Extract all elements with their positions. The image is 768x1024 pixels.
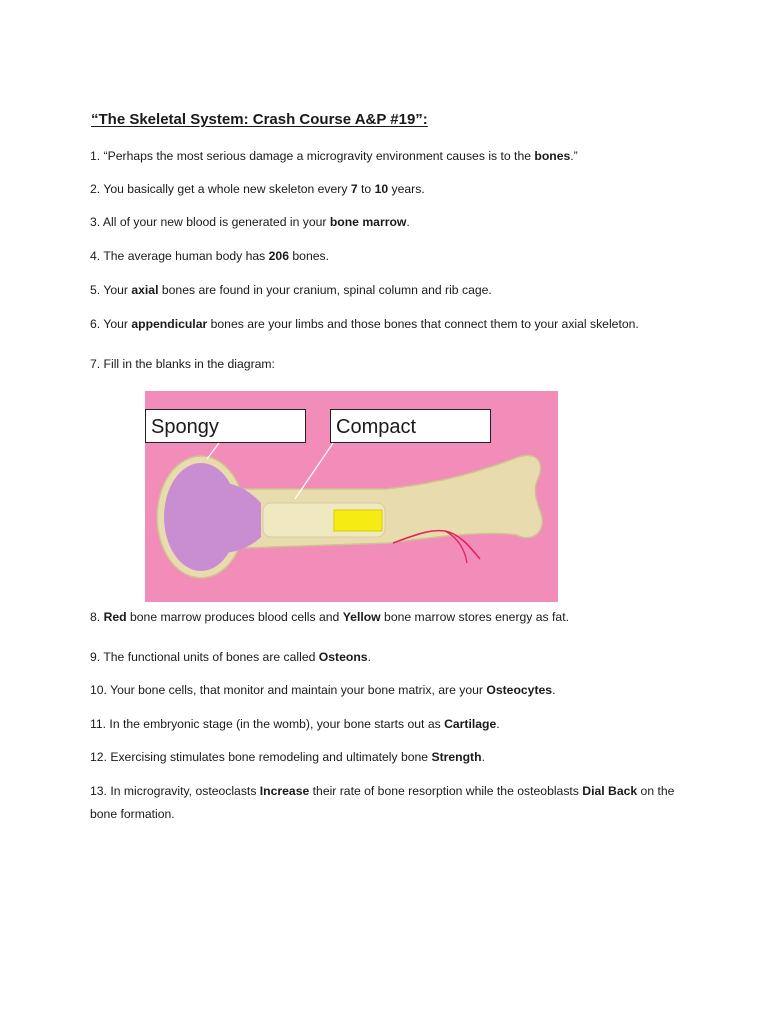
question-text: In microgravity, osteoclasts — [106, 784, 260, 798]
question-10 — [90, 679, 555, 702]
question-number: 13. — [90, 784, 107, 798]
answer-text: Yellow — [342, 610, 381, 624]
question-12 — [90, 746, 485, 769]
answer-text: Osteocytes — [486, 683, 553, 697]
answer-text: axial — [131, 283, 159, 297]
question-text: bones are your limbs and those bones that connect them to your axial skeleton. — [207, 317, 639, 331]
question-text: The functional units of bones are called — [100, 650, 319, 664]
answer-text: bone marrow — [329, 215, 407, 229]
question-text: . — [496, 717, 500, 731]
question-text: Your — [100, 317, 132, 331]
yellow-marrow — [334, 510, 382, 531]
question-number: 7. — [90, 357, 101, 371]
question-13 — [90, 780, 690, 826]
question-text: years. — [388, 182, 425, 196]
answer-text: appendicular — [131, 317, 208, 331]
question-number: 11. — [90, 717, 107, 731]
question-text: Your bone cells, that monitor and maintain your bone matrix, are your — [106, 683, 487, 697]
question-number: 3. — [90, 215, 101, 229]
answer-text: Cartilage — [444, 717, 497, 731]
answer-text: Increase — [259, 784, 310, 798]
question-2 — [90, 178, 425, 201]
document-title: “The Skeletal System: Crash Course A&P #19”: — [91, 111, 428, 128]
question-text: their rate of bone resorption while the osteoblasts — [309, 784, 583, 798]
question-text: You basically get a whole new skeleton every — [100, 182, 351, 196]
question-text: . — [552, 683, 556, 697]
question-text: bone marrow produces blood cells and — [126, 610, 343, 624]
question-4 — [90, 245, 329, 268]
question-text: bone marrow stores energy as fat. — [380, 610, 569, 624]
answer-text: Strength — [431, 750, 482, 764]
answer-text: Osteons — [318, 650, 368, 664]
question-text: . — [406, 215, 410, 229]
answer-text: 7 — [350, 182, 358, 196]
question-number: 5. — [90, 283, 101, 297]
question-text: “Perhaps the most serious damage a microgravity environment causes is to the — [100, 149, 535, 163]
question-text: Fill in the blanks in the diagram: — [100, 357, 275, 371]
question-number: 9. — [90, 650, 101, 664]
answer-text: 10 — [374, 182, 389, 196]
answer-text: Red — [103, 610, 127, 624]
question-6 — [90, 313, 639, 336]
question-number: 4. — [90, 249, 101, 263]
question-number: 1. — [90, 149, 101, 163]
question-number: 2. — [90, 182, 101, 196]
question-text: Exercising stimulates bone remodeling and ultimately bone — [106, 750, 432, 764]
compact-label: Compact — [330, 409, 491, 443]
question-3 — [90, 211, 410, 234]
question-text: The average human body has — [100, 249, 269, 263]
question-text: Your — [100, 283, 132, 297]
question-text: to — [357, 182, 375, 196]
question-number: 8. — [90, 610, 101, 624]
question-text: All of your new blood is generated in your — [100, 215, 330, 229]
question-text: . — [481, 750, 485, 764]
answer-text: bones — [534, 149, 571, 163]
question-text: . — [367, 650, 371, 664]
question-11 — [90, 713, 500, 736]
question-text: bones. — [289, 249, 329, 263]
question-text: In the embryonic stage (in the womb), your bone starts out as — [106, 717, 445, 731]
question-number: 12. — [90, 750, 107, 764]
spongy-label: Spongy — [145, 409, 306, 443]
question-text: on the bone formation. — [90, 784, 675, 821]
answer-text: Dial Back — [582, 784, 638, 798]
question-number: 10. — [90, 683, 107, 697]
question-9 — [90, 646, 371, 669]
question-8 — [90, 606, 569, 629]
question-1 — [90, 145, 578, 168]
answer-text: 206 — [268, 249, 289, 263]
question-7 — [90, 353, 275, 376]
question-text: .” — [570, 149, 578, 163]
question-text: bones are found in your cranium, spinal column and rib cage. — [158, 283, 492, 297]
question-5 — [90, 279, 492, 302]
question-number: 6. — [90, 317, 101, 331]
bone-diagram — [145, 391, 558, 602]
